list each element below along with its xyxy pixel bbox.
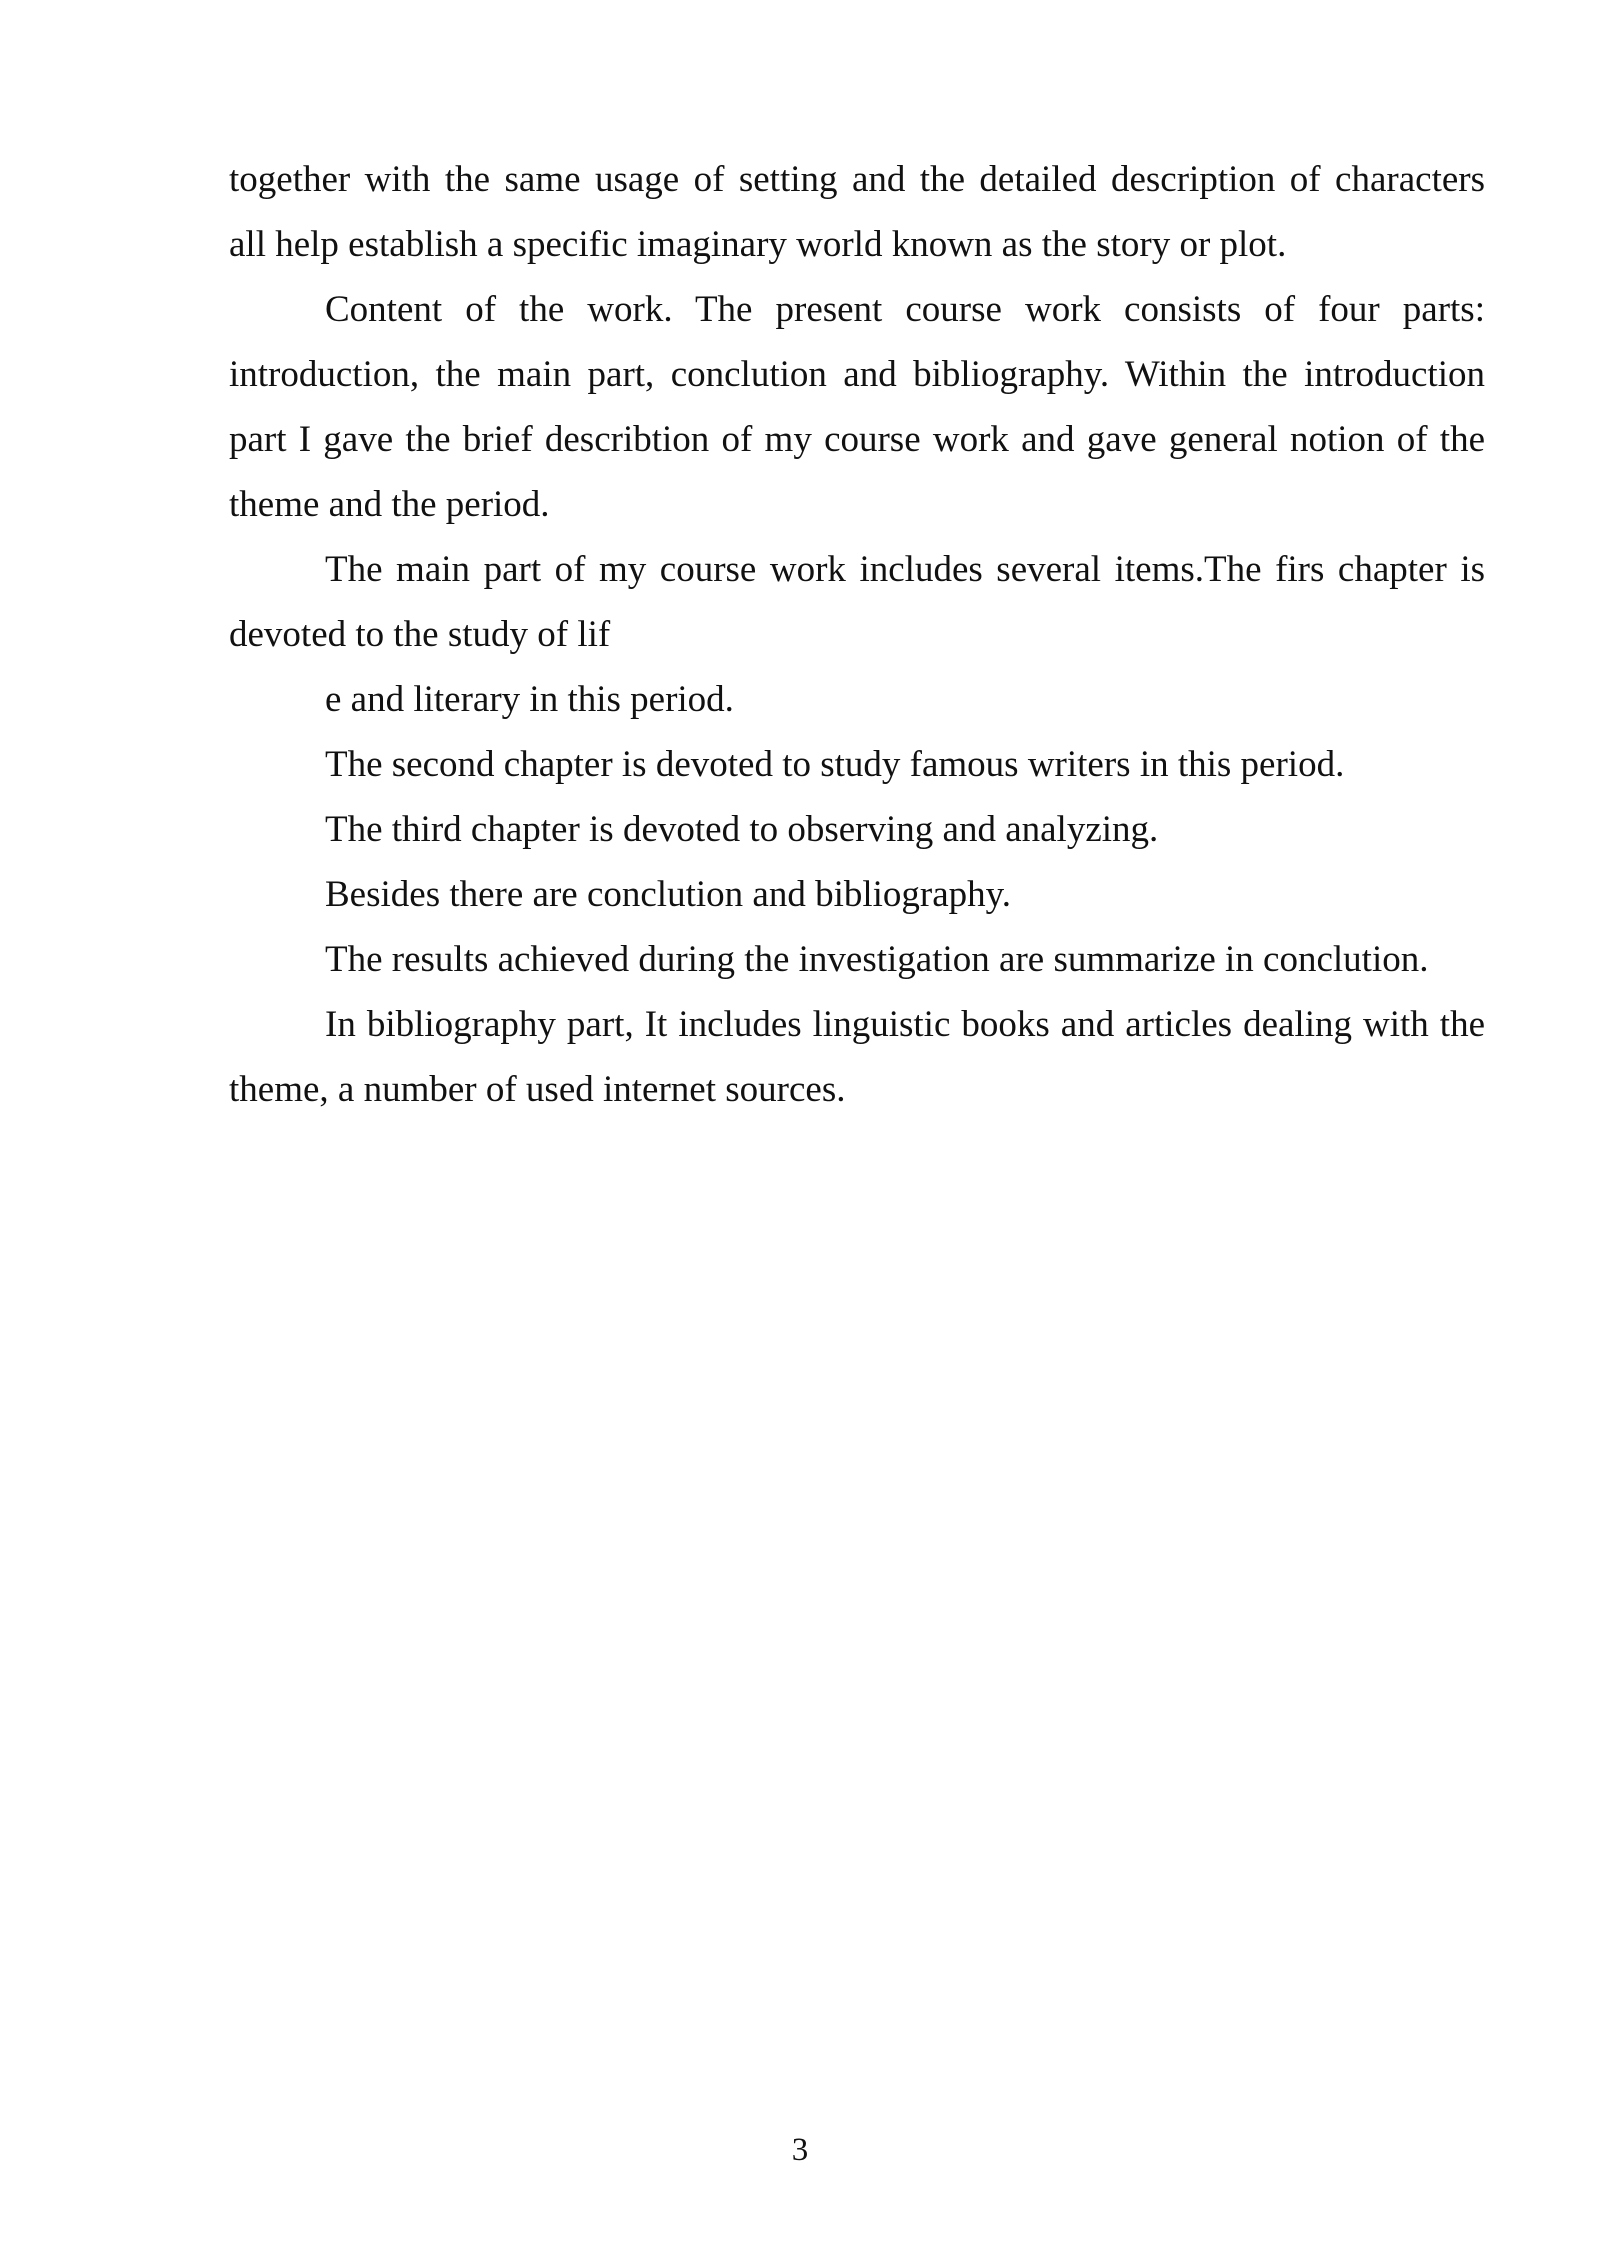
paragraph-content-of-work — [229, 277, 1485, 537]
text-line: theme and the period. — [229, 484, 550, 525]
text-line: devoted to the study of lif — [229, 614, 611, 655]
text-line: The main part of my course work includes several items.The firs chapter is — [325, 549, 1485, 590]
text-line: together with the same usage of setting and the detailed description of characters — [229, 159, 1485, 200]
paragraph-second-chapter — [229, 732, 1485, 797]
text-line: introduction, the main part, conclution and bibliography. Within the introduction — [229, 354, 1485, 395]
paragraph-besides — [229, 862, 1485, 927]
text-line: The second chapter is devoted to study famous writers in this period. — [325, 744, 1345, 785]
paragraph-third-chapter — [229, 797, 1485, 862]
text-line: Content of the work. The present course work consists of four parts: — [325, 289, 1485, 330]
paragraph-first-chapter-continued — [229, 667, 1485, 732]
page-number: 3 — [791, 2132, 809, 2168]
text-line: Besides there are conclution and bibliography. — [325, 874, 1011, 915]
paragraph-results — [229, 927, 1485, 992]
text-line: theme, a number of used internet sources. — [229, 1069, 846, 1110]
paragraph-continuation — [229, 147, 1485, 277]
text-line: In bibliography part, It includes linguistic books and articles dealing with the — [325, 1004, 1485, 1045]
paragraph-main-part — [229, 537, 1485, 667]
text-line: The third chapter is devoted to observing and analyzing. — [325, 809, 1159, 850]
paragraph-bibliography — [229, 992, 1485, 1122]
text-line: e and literary in this period. — [325, 679, 734, 720]
text-line: all help establish a specific imaginary world known as the story or plot. — [229, 224, 1287, 265]
body-text — [229, 147, 1485, 1122]
text-line: The results achieved during the investigation are summarize in conclution. — [325, 939, 1429, 980]
text-line: part I gave the brief describtion of my course work and gave general notion of the — [229, 419, 1485, 460]
